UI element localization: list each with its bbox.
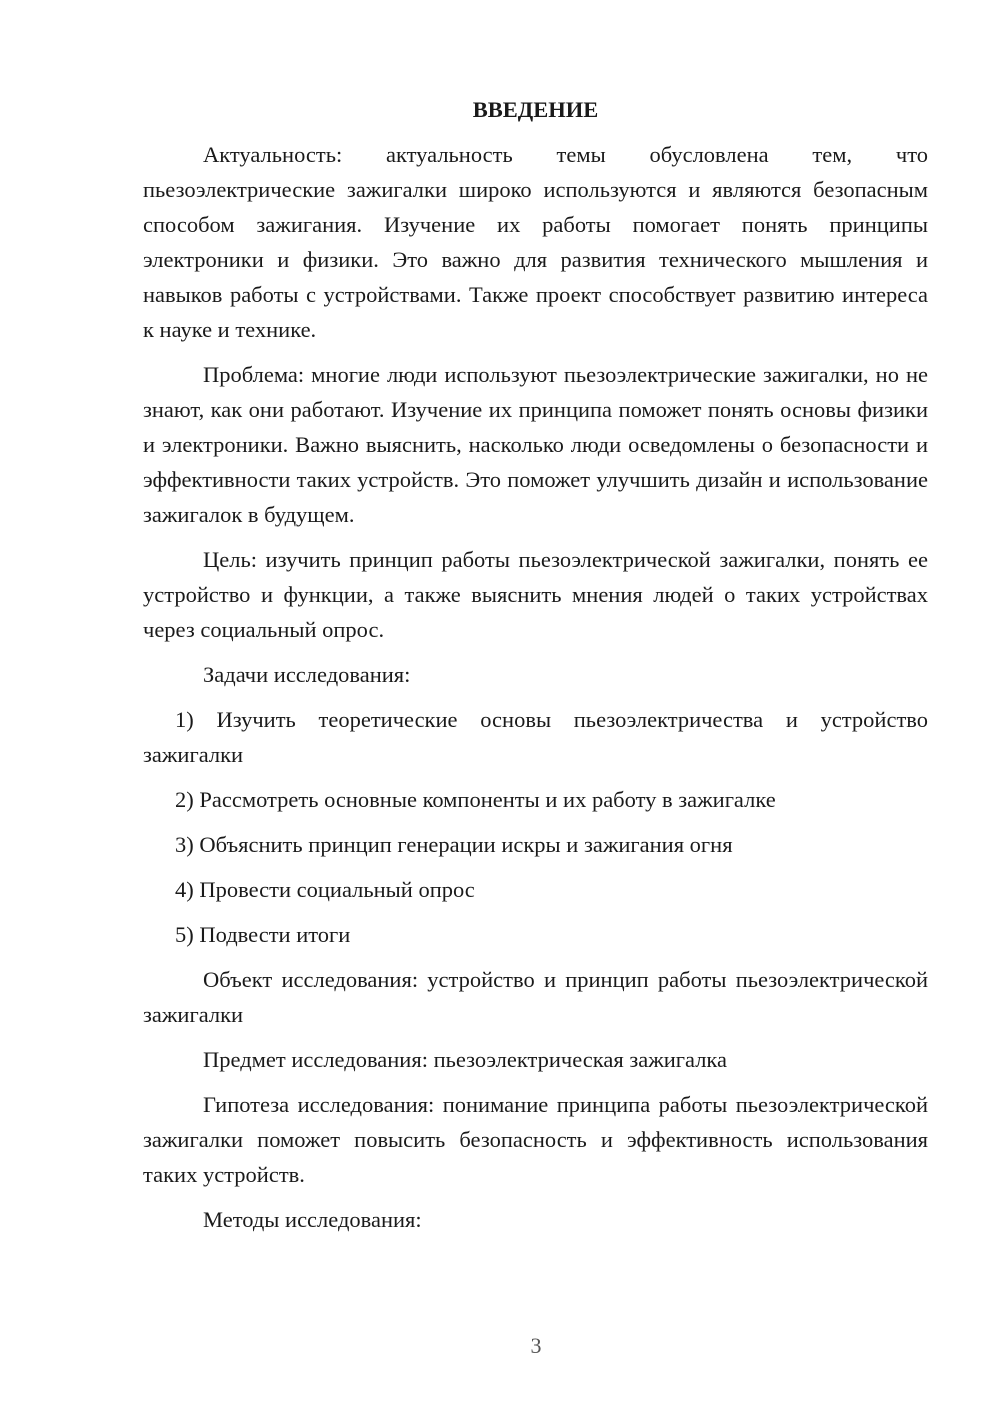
task-item-1: 1) Изучить теоретические основы пьезоэлектричества и устройство зажигалки <box>143 707 928 767</box>
task-item-2: 2) Рассмотреть основные компоненты и их работу в зажигалке <box>175 787 776 812</box>
object-paragraph: Объект исследования: устройство и принцип работы пьезоэлектрической зажигалки <box>143 967 928 1027</box>
page-number: 3 <box>530 1333 542 1358</box>
tasks-heading: Задачи исследования: <box>203 662 411 687</box>
document-page <box>143 92 928 1247</box>
hypothesis-paragraph: Гипотеза исследования: понимание принципа работы пьезоэлектрической зажигалки поможет повысить безопасность и эффективность использования таких устройств. <box>143 1092 928 1187</box>
task-item-3: 3) Объяснить принцип генерации искры и зажигания огня <box>175 832 733 857</box>
task-item-5: 5) Подвести итоги <box>175 922 351 947</box>
methods-heading: Методы исследования: <box>203 1207 422 1232</box>
task-item-4: 4) Провести социальный опрос <box>175 877 475 902</box>
problem-paragraph: Проблема: многие люди используют пьезоэлектрические зажигалки, но не знают, как они работают. Изучение их принципа поможет понять основы физики и электроники. Важно выяснить, насколько люди осведомлены о безопасности и эффективности таких устройств. Это поможет улучшить дизайн и использование зажигалок в будущем. <box>143 362 928 527</box>
relevance-paragraph: Актуальность: актуальность темы обусловлена тем, что пьезоэлектрические зажигалки широко используются и являются безопасным способом зажигания. Изучение их работы помогает понять принципы электроники и физики. Это важно для развития технического мышления и навыков работы с устройствами. Также проект способствует развитию интереса к науке и технике. <box>143 142 928 342</box>
section-title: ВВЕДЕНИЕ <box>472 97 599 122</box>
goal-paragraph: Цель: изучить принцип работы пьезоэлектрической зажигалки, понять ее устройство и функции, а также выяснить мнения людей о таких устройствах через социальный опрос. <box>143 547 928 642</box>
subject-paragraph: Предмет исследования: пьезоэлектрическая зажигалка <box>203 1047 727 1072</box>
